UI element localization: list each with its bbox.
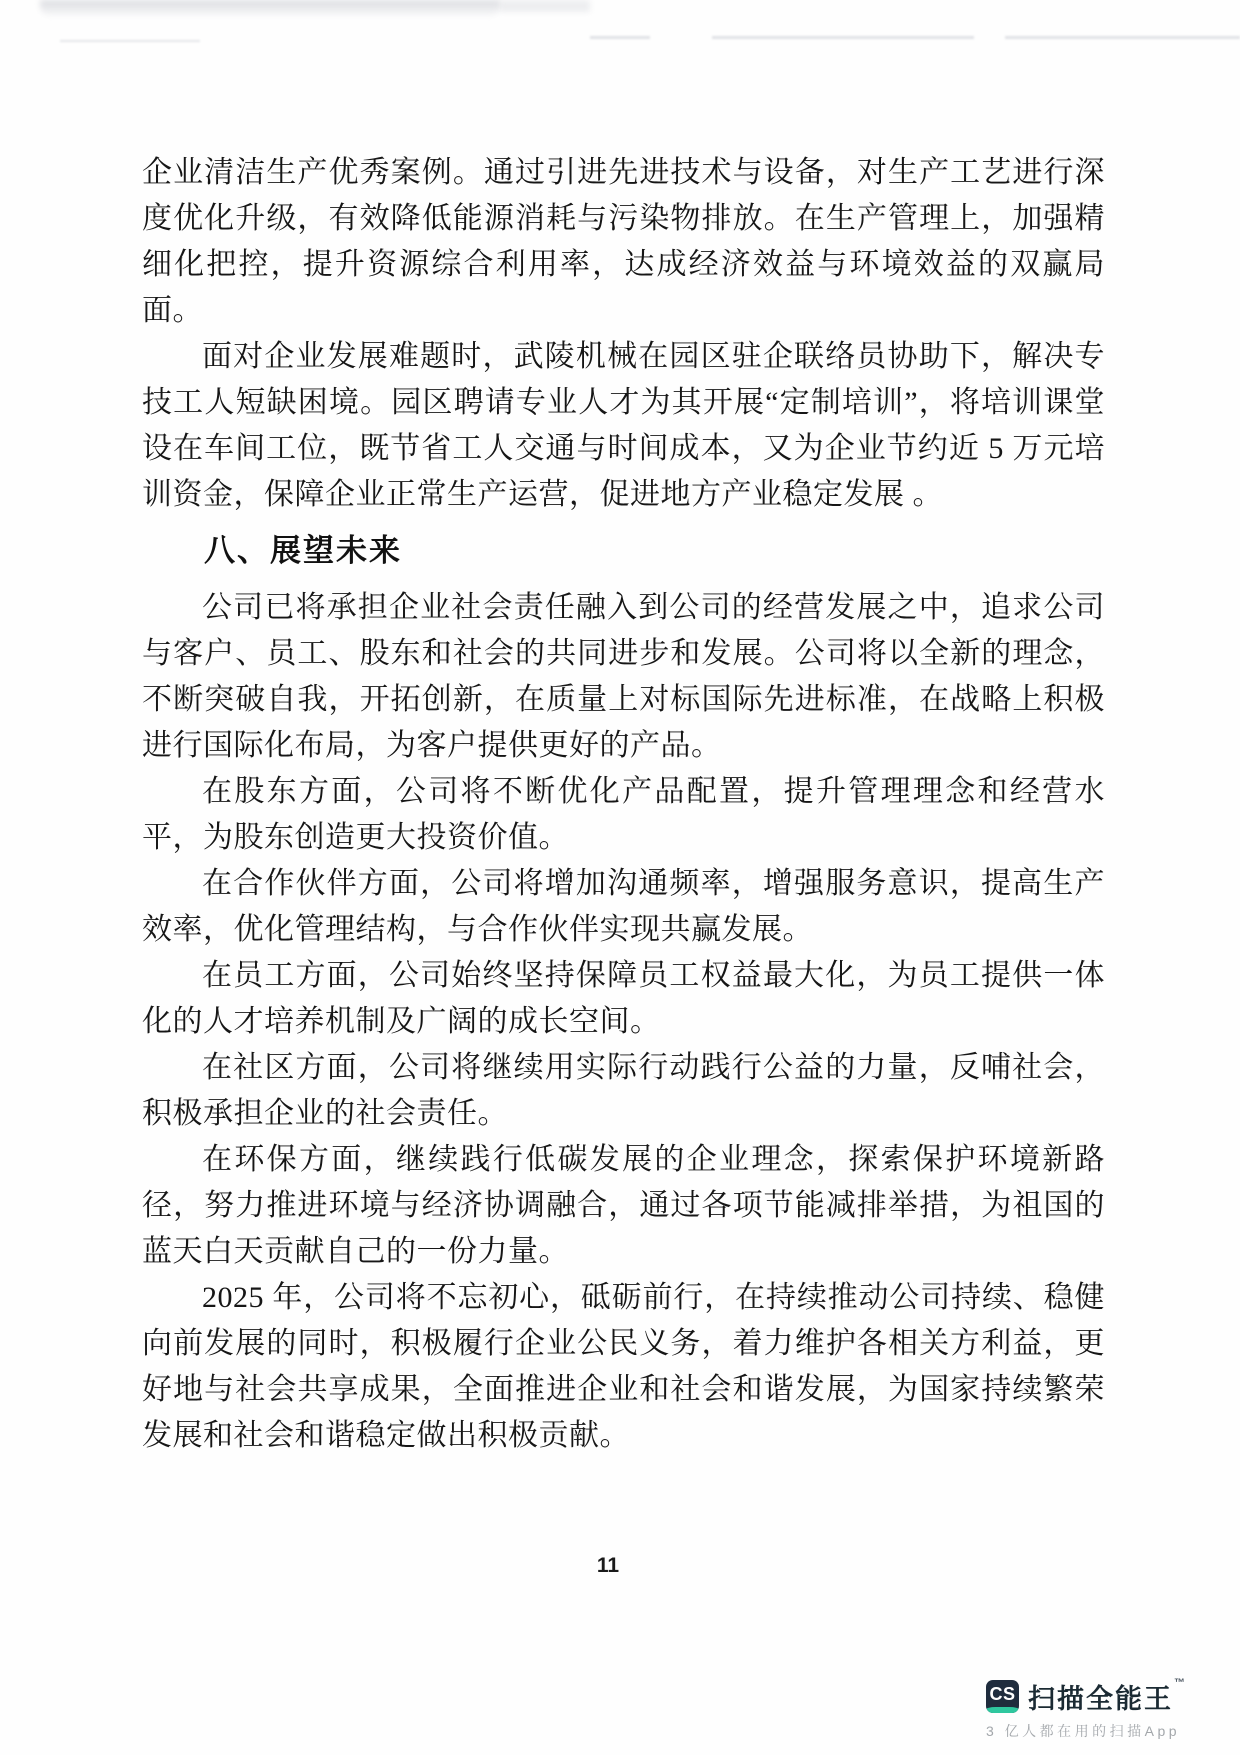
camscanner-logo-icon (986, 1680, 1019, 1713)
paragraph: 公司已将承担企业社会责任融入到公司的经营发展之中，追求公司与客户、员工、股东和社会的共同进步和发展。公司将以全新的理念，不断突破自我，开拓创新，在质量上对标国际先进标准，在战略上积极进行国际化布局，为客户提供更好的产品。 (142, 591, 1105, 762)
page-number: 11 (596, 1554, 620, 1577)
paragraph: 在社区方面，公司将继续用实际行动践行公益的力量，反哺社会，积极承担企业的社会责任。 (142, 1051, 1105, 1130)
scan-artifact (590, 36, 650, 39)
camscanner-brand-name (1028, 1677, 1187, 1716)
trademark-symbol: ™ (1174, 1677, 1187, 1689)
document-body (142, 150, 1105, 1459)
scan-artifact (40, 0, 500, 16)
paragraph: 在股东方面，公司将不断优化产品配置，提升管理理念和经营水平，为股东创造更大投资价值。 (142, 775, 1105, 854)
paragraph: 在员工方面，公司始终坚持保障员工权益最大化，为员工提供一体化的人才培养机制及广阔的成长空间。 (142, 959, 1105, 1038)
camscanner-watermark (986, 1677, 1216, 1739)
scan-artifact (500, 0, 590, 12)
scan-artifact (712, 36, 974, 39)
camscanner-tagline: 3 亿人都在用的扫描App (986, 1723, 1181, 1739)
paragraph: 2025 年，公司将不忘初心，砥砺前行，在持续推动公司持续、稳健向前发展的同时，积极履行企业公民义务，着力维护各相关方利益，更好地与社会共享成果，全面推进企业和社会和谐发展，为国家持续繁荣发展和社会和谐稳定做出积极贡献。 (142, 1281, 1105, 1452)
paragraph: 面对企业发展难题时，武陵机械在园区驻企联络员协助下，解决专技工人短缺困境。园区聘请专业人才为其开展“定制培训”，将培训课堂设在车间工位，既节省工人交通与时间成本，又为企业节约近 5 万元培训资金，保障企业正常生产运营，促进地方产业稳定发展 。 (142, 340, 1105, 511)
camscanner-logo-letters: CS (989, 1684, 1016, 1704)
scan-artifact (60, 40, 200, 42)
paragraph: 在环保方面，继续践行低碳发展的企业理念，探索保护环境新路径，努力推进环境与经济协调融合，通过各项节能减排举措，为祖国的蓝天白天贡献自己的一份力量。 (142, 1143, 1105, 1268)
section-heading: 八、展望未来 (204, 533, 402, 568)
camscanner-logo-accent (986, 1707, 1019, 1713)
camscanner-brand-text: 扫描全能王 (1028, 1684, 1173, 1714)
paragraph: 企业清洁生产优秀案例。通过引进先进技术与设备，对生产工艺进行深度优化升级，有效降低能源消耗与污染物排放。在生产管理上，加强精细化把控，提升资源综合利用率，达成经济效益与环境效益的双赢局面。 (142, 156, 1105, 327)
scan-artifact (1005, 36, 1240, 39)
paragraph: 在合作伙伴方面，公司将增加沟通频率，增强服务意识，提高生产效率，优化管理结构，与合作伙伴实现共赢发展。 (142, 867, 1105, 946)
